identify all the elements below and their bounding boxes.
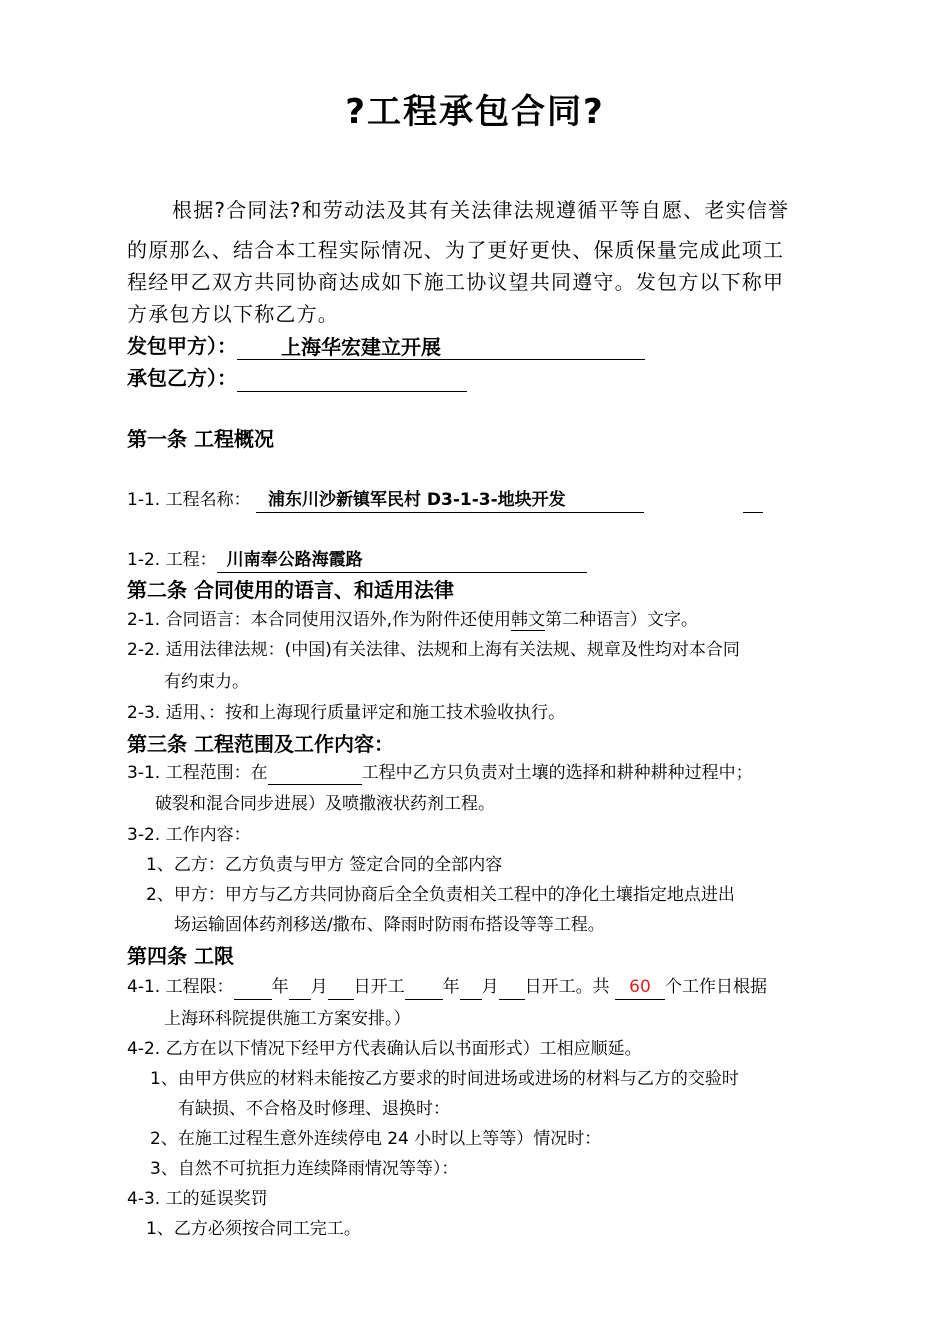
start-day-blank	[328, 977, 354, 1000]
item-1-2	[127, 548, 587, 573]
item-2-1	[127, 608, 698, 632]
item-num: 3-1.	[127, 763, 161, 783]
item-label: 工程：	[165, 550, 217, 570]
item-3-1-cont: 破裂和混合同步进展）及喷撒液状药剂工程。	[155, 794, 495, 814]
item-text: 工的延误奖罚	[165, 1189, 268, 1209]
item-4-1	[127, 975, 767, 1000]
item-2-3	[127, 701, 565, 725]
party-a-field	[237, 337, 645, 360]
year-label: 年	[271, 977, 289, 997]
item-num: 1-2.	[127, 550, 161, 570]
project-name-tail-blank	[743, 490, 763, 513]
item-4-3	[127, 1187, 268, 1211]
item-4-3-sub-1: 1、乙方必须按合同工完工。	[146, 1219, 361, 1239]
party-a-value: 上海华宏建立开展	[281, 335, 441, 359]
item-4-2	[127, 1037, 642, 1061]
article-3-heading: 第三条 工程范围及工作内容：	[127, 732, 394, 756]
item-text-tail: 个工作日根据	[664, 977, 767, 997]
end-day-blank	[499, 977, 525, 1000]
project-location-value: 川南奉公路海霞路	[217, 548, 587, 573]
item-4-2-sub-3: 3、自然不可抗拒力连续降雨情况等等）：	[150, 1159, 459, 1179]
end-year-blank	[405, 977, 443, 1000]
item-2-2	[127, 638, 740, 662]
item-text-tail: 第二种语言）文字。	[544, 610, 698, 630]
item-2-2-cont: 有约束力。	[164, 672, 249, 692]
document-title: ?工程承包合同?	[345, 92, 605, 132]
article-1-heading: 第一条 工程概况	[127, 427, 274, 451]
item-num: 4-3.	[127, 1189, 161, 1209]
intro-line-2: 的原那么、结合本工程实际情况、为了更好更快、保质保量完成此项工	[127, 238, 785, 262]
item-num: 3-2.	[127, 825, 161, 845]
start-month-blank	[289, 977, 311, 1000]
month-label: 月	[481, 977, 499, 997]
item-3-2-sub-1: 1、乙方：乙方负责与甲方 签定合同的全部内容	[146, 855, 503, 875]
item-label: 工程限：	[165, 977, 234, 997]
start-year-blank	[234, 977, 272, 1000]
item-3-2-sub-2: 2、甲方：甲方与乙方共同协商后全全负责相关工程中的净化土壤指定地点进出	[146, 885, 735, 905]
item-4-2-sub-2: 2、在施工过程生意外连续停电 24 小时以上等等）情况时：	[150, 1129, 602, 1149]
year-label: 年	[442, 977, 460, 997]
intro-line-1: 根据?合同法?和劳动法及其有关法律法规遵循平等自愿、老实信誉	[172, 198, 790, 222]
item-label: 工程名称：	[165, 490, 251, 510]
item-3-2-sub-2-cont: 场运输固体药剂移送/撒布、降雨时防雨布搭设等等工程。	[174, 915, 605, 935]
party-b-field	[237, 369, 467, 392]
end-label: 日开工。共	[524, 977, 610, 997]
project-name-value: 浦东川沙新镇军民村 D3-1-3-地块开发	[256, 488, 644, 513]
item-4-1-cont: 上海环科院提供施工方案安排。）	[164, 1009, 411, 1029]
item-4-2-sub-1-cont: 有缺损、不合格及时修理、退换时：	[178, 1099, 450, 1119]
item-text: 乙方在以下情况下经甲方代表确认后以书面形式）工相应顺延。	[165, 1039, 642, 1059]
item-num: 2-3.	[127, 703, 161, 723]
scope-blank	[268, 762, 362, 785]
party-a	[127, 332, 645, 360]
intro-line-3: 程经甲乙双方共同协商达成如下施工协议望共同遵守。发包方以下称甲	[127, 270, 785, 294]
item-num: 4-1.	[127, 977, 161, 997]
item-text-tail: 工程中乙方只负责对土壤的选择和耕种耕种过程中；	[361, 763, 753, 783]
item-num: 4-2.	[127, 1039, 161, 1059]
article-4-heading: 第四条 工限	[127, 944, 234, 968]
working-days-value: 60	[615, 975, 665, 1000]
intro-line-4: 方承包方以下称乙方。	[127, 302, 339, 326]
item-text: 适用、：按和上海现行质量评定和施工技术验收执行。	[165, 703, 566, 723]
item-text: 适用法律法规：(中国)有关法律、法规和上海有关法规、规章及性均对本合同	[165, 640, 740, 660]
item-text: 合同语言：本合同使用汉语外,作为附件还使用	[165, 610, 511, 630]
item-3-2	[127, 823, 251, 847]
start-label: 日开工	[353, 977, 405, 997]
month-label: 月	[310, 977, 328, 997]
party-a-label: 发包甲方）：	[127, 334, 237, 358]
item-text: 工作内容：	[165, 825, 251, 845]
item-1-1	[127, 488, 763, 513]
article-2-heading: 第二条 合同使用的语言、和适用法律	[127, 578, 454, 602]
item-text: 工程范围：在	[165, 763, 268, 783]
item-3-1	[127, 761, 753, 785]
party-b-label: 承包乙方）：	[127, 366, 237, 390]
party-b	[127, 364, 467, 392]
item-num: 2-2.	[127, 640, 161, 660]
item-num: 1-1.	[127, 490, 161, 510]
item-4-2-sub-1: 1、由甲方供应的材料未能按乙方要求的时间进场或进场的材料与乙方的交验时	[150, 1069, 739, 1089]
language-value: 韩文	[510, 610, 545, 630]
item-num: 2-1.	[127, 610, 161, 630]
end-month-blank	[460, 977, 482, 1000]
